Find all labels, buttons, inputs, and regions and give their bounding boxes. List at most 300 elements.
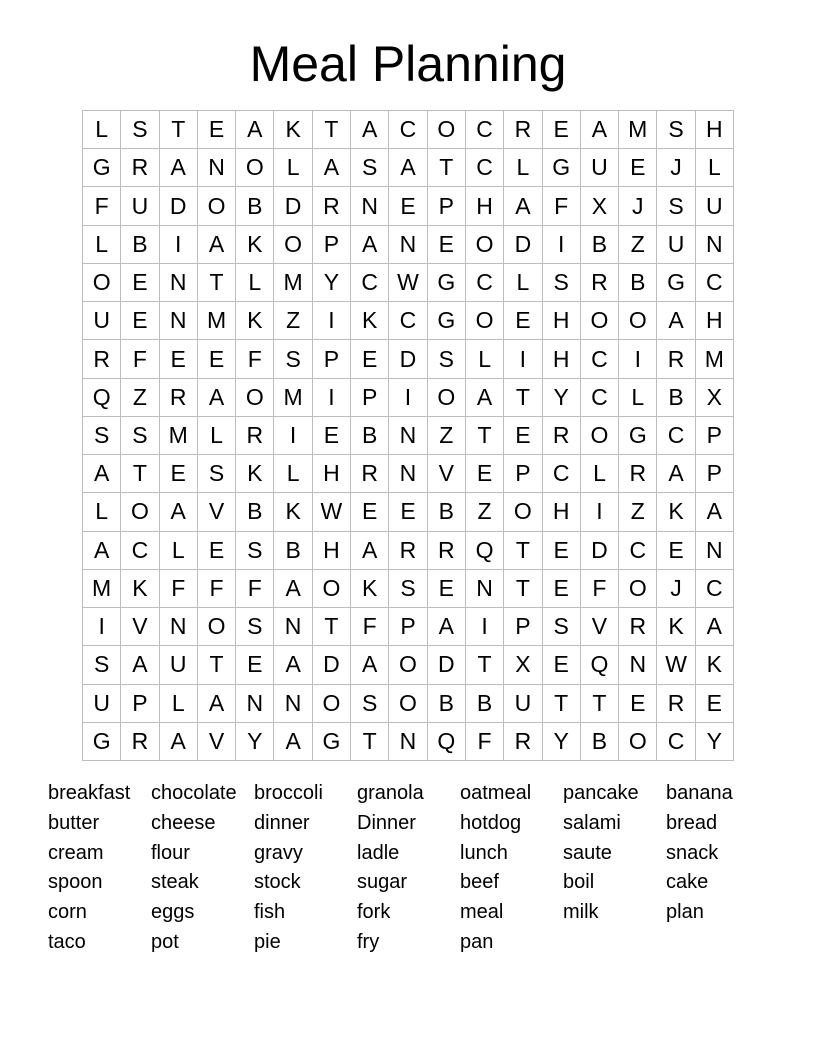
word-list-item: corn xyxy=(48,901,87,924)
word-list-item: stock xyxy=(254,871,301,894)
grid-cell: L xyxy=(274,149,312,187)
grid-cell: O xyxy=(581,302,619,340)
grid-cell: T xyxy=(198,646,236,684)
grid-cell: E xyxy=(657,532,695,570)
grid-cell: O xyxy=(198,608,236,646)
grid-cell: D xyxy=(428,646,466,684)
grid-cell: E xyxy=(121,264,159,302)
grid-cell: V xyxy=(428,455,466,493)
grid-cell: K xyxy=(236,302,274,340)
grid-cell: R xyxy=(657,340,695,378)
grid-cell: A xyxy=(160,723,198,761)
grid-cell: A xyxy=(274,723,312,761)
grid-cell: R xyxy=(657,685,695,723)
grid-cell: A xyxy=(428,608,466,646)
grid-cell: E xyxy=(543,111,581,149)
grid-cell: J xyxy=(657,149,695,187)
grid-cell: C xyxy=(581,379,619,417)
grid-cell: T xyxy=(466,646,504,684)
grid-cell: A xyxy=(121,646,159,684)
grid-cell: Z xyxy=(274,302,312,340)
grid-cell: C xyxy=(657,723,695,761)
grid-cell: T xyxy=(121,455,159,493)
grid-cell: Y xyxy=(313,264,351,302)
grid-cell: T xyxy=(351,723,389,761)
grid-cell: H xyxy=(696,111,734,149)
grid-cell: S xyxy=(351,149,389,187)
grid-cell: C xyxy=(121,532,159,570)
grid-cell: U xyxy=(160,646,198,684)
grid-cell: B xyxy=(581,723,619,761)
grid-cell: E xyxy=(198,340,236,378)
grid-cell: I xyxy=(313,379,351,417)
grid-cell: O xyxy=(389,646,427,684)
grid-cell: V xyxy=(581,608,619,646)
word-list-item: oatmeal xyxy=(460,782,532,804)
word-list-item: cake xyxy=(666,871,709,894)
grid-cell: F xyxy=(351,608,389,646)
grid-cell: O xyxy=(504,493,542,531)
grid-cell: N xyxy=(696,532,734,570)
grid-cell: O xyxy=(236,379,274,417)
grid-cell: A xyxy=(274,646,312,684)
grid-cell: O xyxy=(274,226,312,264)
grid-cell: S xyxy=(428,340,466,378)
word-list-item: ladle xyxy=(357,841,400,864)
grid-cell: R xyxy=(236,417,274,455)
grid-cell: K xyxy=(236,455,274,493)
grid-cell: F xyxy=(198,570,236,608)
grid-cell: E xyxy=(351,340,389,378)
grid-cell: C xyxy=(466,149,504,187)
grid-cell: S xyxy=(198,455,236,493)
grid-cell: A xyxy=(160,149,198,187)
grid-cell: G xyxy=(428,302,466,340)
grid-cell: O xyxy=(121,493,159,531)
word-list-item: lunch xyxy=(460,841,508,864)
grid-cell: N xyxy=(389,417,427,455)
grid-cell: B xyxy=(619,264,657,302)
grid-cell: I xyxy=(313,302,351,340)
grid-cell: P xyxy=(313,226,351,264)
grid-cell: M xyxy=(198,302,236,340)
grid-cell: L xyxy=(160,532,198,570)
grid-cell: E xyxy=(619,685,657,723)
grid-cell: I xyxy=(504,340,542,378)
grid-cell: I xyxy=(83,608,121,646)
word-list-item: dinner xyxy=(254,811,310,834)
grid-cell: B xyxy=(581,226,619,264)
grid-cell: B xyxy=(351,417,389,455)
grid-cell: A xyxy=(351,226,389,264)
grid-cell: P xyxy=(696,455,734,493)
grid-cell: E xyxy=(428,570,466,608)
grid-cell: U xyxy=(504,685,542,723)
word-list-item: pot xyxy=(151,930,179,953)
grid-cell: A xyxy=(351,646,389,684)
grid-cell: N xyxy=(389,723,427,761)
grid-cell: B xyxy=(121,226,159,264)
grid-cell: N xyxy=(160,608,198,646)
grid-cell: L xyxy=(274,455,312,493)
grid-cell: K xyxy=(351,570,389,608)
grid-cell: J xyxy=(619,187,657,225)
grid-cell: H xyxy=(543,493,581,531)
grid-cell: A xyxy=(236,111,274,149)
word-list-item: fork xyxy=(357,901,391,924)
grid-cell: M xyxy=(274,379,312,417)
grid-cell: N xyxy=(198,149,236,187)
grid-cell: V xyxy=(121,608,159,646)
grid-cell: O xyxy=(466,302,504,340)
grid-cell: D xyxy=(581,532,619,570)
grid-cell: Q xyxy=(83,379,121,417)
word-list-item: spoon xyxy=(48,871,103,894)
word-list-item: taco xyxy=(48,930,86,953)
grid-cell: P xyxy=(504,608,542,646)
grid-cell: Y xyxy=(236,723,274,761)
grid-cell: M xyxy=(160,417,198,455)
grid-cell: O xyxy=(236,149,274,187)
grid-cell: F xyxy=(236,340,274,378)
grid-cell: L xyxy=(466,340,504,378)
grid-cell: K xyxy=(657,493,695,531)
grid-cell: I xyxy=(160,226,198,264)
word-list-item: granola xyxy=(357,782,424,804)
grid-cell: K xyxy=(696,646,734,684)
grid-cell: E xyxy=(351,493,389,531)
page-title: Meal Planning xyxy=(249,36,567,92)
grid-cell: E xyxy=(466,455,504,493)
grid-cell: T xyxy=(313,111,351,149)
grid-cell: C xyxy=(543,455,581,493)
grid-cell: P xyxy=(389,608,427,646)
word-list-item: meal xyxy=(460,901,504,924)
grid-cell: H xyxy=(543,340,581,378)
grid-cell: R xyxy=(581,264,619,302)
grid-cell: Y xyxy=(543,723,581,761)
grid-cell: O xyxy=(428,111,466,149)
grid-cell: E xyxy=(696,685,734,723)
grid-cell: N xyxy=(351,187,389,225)
grid-cell: T xyxy=(313,608,351,646)
grid-cell: A xyxy=(83,532,121,570)
grid-cell: S xyxy=(121,111,159,149)
grid-cell: L xyxy=(504,264,542,302)
word-list-item: banana xyxy=(666,782,733,804)
grid-cell: X xyxy=(696,379,734,417)
grid-cell: L xyxy=(83,493,121,531)
grid-cell: H xyxy=(466,187,504,225)
grid-cell: Y xyxy=(543,379,581,417)
grid-cell: I xyxy=(389,379,427,417)
grid-cell: K xyxy=(351,302,389,340)
grid-cell: Q xyxy=(466,532,504,570)
grid-cell: R xyxy=(428,532,466,570)
grid-cell: A xyxy=(83,455,121,493)
grid-cell: P xyxy=(121,685,159,723)
grid-cell: B xyxy=(236,187,274,225)
grid-cell: V xyxy=(198,493,236,531)
grid-cell: H xyxy=(313,532,351,570)
grid-cell: E xyxy=(121,302,159,340)
word-list-item: salami xyxy=(563,811,621,834)
grid-cell: S xyxy=(274,340,312,378)
grid-cell: T xyxy=(466,417,504,455)
grid-cell: C xyxy=(581,340,619,378)
grid-cell: G xyxy=(83,723,121,761)
grid-cell: L xyxy=(83,111,121,149)
grid-cell: D xyxy=(274,187,312,225)
word-list-item: beef xyxy=(460,871,499,894)
grid-cell: G xyxy=(313,723,351,761)
grid-cell: G xyxy=(619,417,657,455)
grid-cell: N xyxy=(160,264,198,302)
grid-cell: H xyxy=(313,455,351,493)
grid-cell: S xyxy=(657,111,695,149)
grid-cell: E xyxy=(504,417,542,455)
grid-cell: O xyxy=(389,685,427,723)
grid-cell: C xyxy=(466,264,504,302)
grid-cell: T xyxy=(504,379,542,417)
grid-cell: X xyxy=(504,646,542,684)
grid-cell: F xyxy=(83,187,121,225)
grid-cell: P xyxy=(313,340,351,378)
grid-cell: L xyxy=(696,149,734,187)
grid-cell: S xyxy=(121,417,159,455)
grid-cell: N xyxy=(274,608,312,646)
grid-cell: T xyxy=(428,149,466,187)
grid-cell: H xyxy=(543,302,581,340)
grid-cell: E xyxy=(389,187,427,225)
grid-cell: P xyxy=(504,455,542,493)
grid-cell: L xyxy=(581,455,619,493)
grid-cell: I xyxy=(466,608,504,646)
word-list-item: flour xyxy=(151,841,190,864)
word-list-item: fish xyxy=(254,901,286,924)
letter-grid xyxy=(82,110,734,761)
grid-cell: R xyxy=(543,417,581,455)
grid-cell: N xyxy=(696,226,734,264)
grid-cell: T xyxy=(198,264,236,302)
grid-cell: A xyxy=(351,111,389,149)
grid-cell: Z xyxy=(619,493,657,531)
grid-cell: A xyxy=(581,111,619,149)
grid-cell: A xyxy=(313,149,351,187)
grid-cell: G xyxy=(543,149,581,187)
grid-cell: M xyxy=(696,340,734,378)
word-list-item: saute xyxy=(563,841,612,864)
grid-cell: E xyxy=(313,417,351,455)
grid-cell: L xyxy=(198,417,236,455)
grid-cell: E xyxy=(160,455,198,493)
word-list-item: hotdog xyxy=(460,811,522,834)
word-list-item: gravy xyxy=(254,841,303,864)
grid-cell: U xyxy=(83,685,121,723)
grid-cell: S xyxy=(351,685,389,723)
grid-cell: O xyxy=(619,723,657,761)
grid-cell: K xyxy=(121,570,159,608)
grid-cell: K xyxy=(274,111,312,149)
grid-cell: S xyxy=(543,264,581,302)
grid-cell: G xyxy=(83,149,121,187)
grid-cell: C xyxy=(619,532,657,570)
grid-cell: U xyxy=(696,187,734,225)
grid-cell: G xyxy=(657,264,695,302)
grid-cell: L xyxy=(160,685,198,723)
grid-cell: W xyxy=(657,646,695,684)
grid-cell: K xyxy=(236,226,274,264)
grid-cell: K xyxy=(274,493,312,531)
grid-cell: S xyxy=(543,608,581,646)
grid-cell: A xyxy=(696,493,734,531)
grid-cell: A xyxy=(198,379,236,417)
grid-cell: U xyxy=(581,149,619,187)
grid-cell: V xyxy=(198,723,236,761)
grid-cell: E xyxy=(160,340,198,378)
word-list-item: steak xyxy=(151,871,199,894)
grid-cell: P xyxy=(696,417,734,455)
grid-cell: T xyxy=(581,685,619,723)
grid-cell: T xyxy=(504,570,542,608)
word-list-item: broccoli xyxy=(254,782,323,804)
grid-cell: G xyxy=(428,264,466,302)
grid-cell: R xyxy=(313,187,351,225)
grid-cell: F xyxy=(466,723,504,761)
grid-cell: C xyxy=(466,111,504,149)
word-list-item: cream xyxy=(48,841,104,864)
grid-cell: A xyxy=(657,455,695,493)
grid-cell: I xyxy=(619,340,657,378)
grid-cell: J xyxy=(657,570,695,608)
grid-cell: U xyxy=(83,302,121,340)
grid-cell: L xyxy=(83,226,121,264)
grid-cell: A xyxy=(389,149,427,187)
grid-cell: F xyxy=(160,570,198,608)
grid-cell: W xyxy=(313,493,351,531)
grid-cell: L xyxy=(504,149,542,187)
grid-cell: L xyxy=(236,264,274,302)
grid-cell: S xyxy=(236,608,274,646)
word-list-item: sugar xyxy=(357,871,408,894)
grid-cell: O xyxy=(198,187,236,225)
grid-cell: F xyxy=(543,187,581,225)
grid-cell: R xyxy=(121,723,159,761)
grid-cell: S xyxy=(83,646,121,684)
word-list-item: pancake xyxy=(563,782,639,804)
grid-cell: R xyxy=(83,340,121,378)
grid-cell: O xyxy=(466,226,504,264)
grid-cell: E xyxy=(543,532,581,570)
grid-cell: R xyxy=(619,455,657,493)
grid-cell: O xyxy=(313,685,351,723)
word-list-item: snack xyxy=(666,841,719,864)
grid-cell: R xyxy=(121,149,159,187)
grid-cell: S xyxy=(83,417,121,455)
word-list-item: breakfast xyxy=(48,782,131,804)
grid-cell: W xyxy=(389,264,427,302)
grid-cell: F xyxy=(121,340,159,378)
word-list-item: milk xyxy=(563,901,599,924)
grid-cell: O xyxy=(581,417,619,455)
grid-cell: Z xyxy=(121,379,159,417)
grid-cell: A xyxy=(657,302,695,340)
grid-cell: S xyxy=(389,570,427,608)
word-list-item: chocolate xyxy=(151,782,237,804)
grid-cell: R xyxy=(619,608,657,646)
grid-cell: Q xyxy=(428,723,466,761)
grid-cell: E xyxy=(543,570,581,608)
grid-cell: A xyxy=(160,493,198,531)
grid-cell: C xyxy=(389,302,427,340)
grid-cell: P xyxy=(428,187,466,225)
grid-cell: A xyxy=(504,187,542,225)
grid-cell: M xyxy=(619,111,657,149)
grid-cell: I xyxy=(581,493,619,531)
grid-cell: B xyxy=(428,685,466,723)
word-list-item: plan xyxy=(666,901,704,924)
word-list-item: bread xyxy=(666,811,718,834)
grid-cell: O xyxy=(83,264,121,302)
grid-cell: F xyxy=(236,570,274,608)
grid-cell: A xyxy=(198,685,236,723)
grid-cell: E xyxy=(428,226,466,264)
grid-cell: Y xyxy=(696,723,734,761)
grid-cell: C xyxy=(696,570,734,608)
grid-cell: T xyxy=(504,532,542,570)
grid-cell: A xyxy=(274,570,312,608)
grid-cell: M xyxy=(274,264,312,302)
grid-cell: A xyxy=(351,532,389,570)
grid-cell: E xyxy=(236,646,274,684)
grid-cell: R xyxy=(160,379,198,417)
grid-cell: E xyxy=(543,646,581,684)
grid-cell: C xyxy=(696,264,734,302)
grid-cell: Z xyxy=(619,226,657,264)
grid-cell: U xyxy=(657,226,695,264)
grid-cell: B xyxy=(428,493,466,531)
grid-cell: R xyxy=(504,723,542,761)
grid-cell: N xyxy=(619,646,657,684)
grid-cell: T xyxy=(160,111,198,149)
grid-cell: C xyxy=(351,264,389,302)
grid-cell: O xyxy=(619,302,657,340)
grid-cell: H xyxy=(696,302,734,340)
grid-cell: L xyxy=(619,379,657,417)
grid-cell: I xyxy=(274,417,312,455)
word-list-item: boil xyxy=(563,871,595,894)
grid-cell: Q xyxy=(581,646,619,684)
grid-cell: Z xyxy=(428,417,466,455)
grid-cell: A xyxy=(466,379,504,417)
grid-cell: O xyxy=(313,570,351,608)
grid-cell: A xyxy=(198,226,236,264)
grid-cell: C xyxy=(657,417,695,455)
grid-cell: M xyxy=(83,570,121,608)
word-list-item: fry xyxy=(357,930,380,953)
grid-cell: S xyxy=(236,532,274,570)
grid-cell: B xyxy=(274,532,312,570)
grid-cell: Z xyxy=(466,493,504,531)
grid-cell: R xyxy=(351,455,389,493)
grid-cell: P xyxy=(351,379,389,417)
word-list-item: pie xyxy=(254,930,281,953)
grid-cell: D xyxy=(313,646,351,684)
grid-cell: K xyxy=(657,608,695,646)
grid-cell: R xyxy=(504,111,542,149)
word-list xyxy=(48,779,768,958)
grid-cell: E xyxy=(389,493,427,531)
